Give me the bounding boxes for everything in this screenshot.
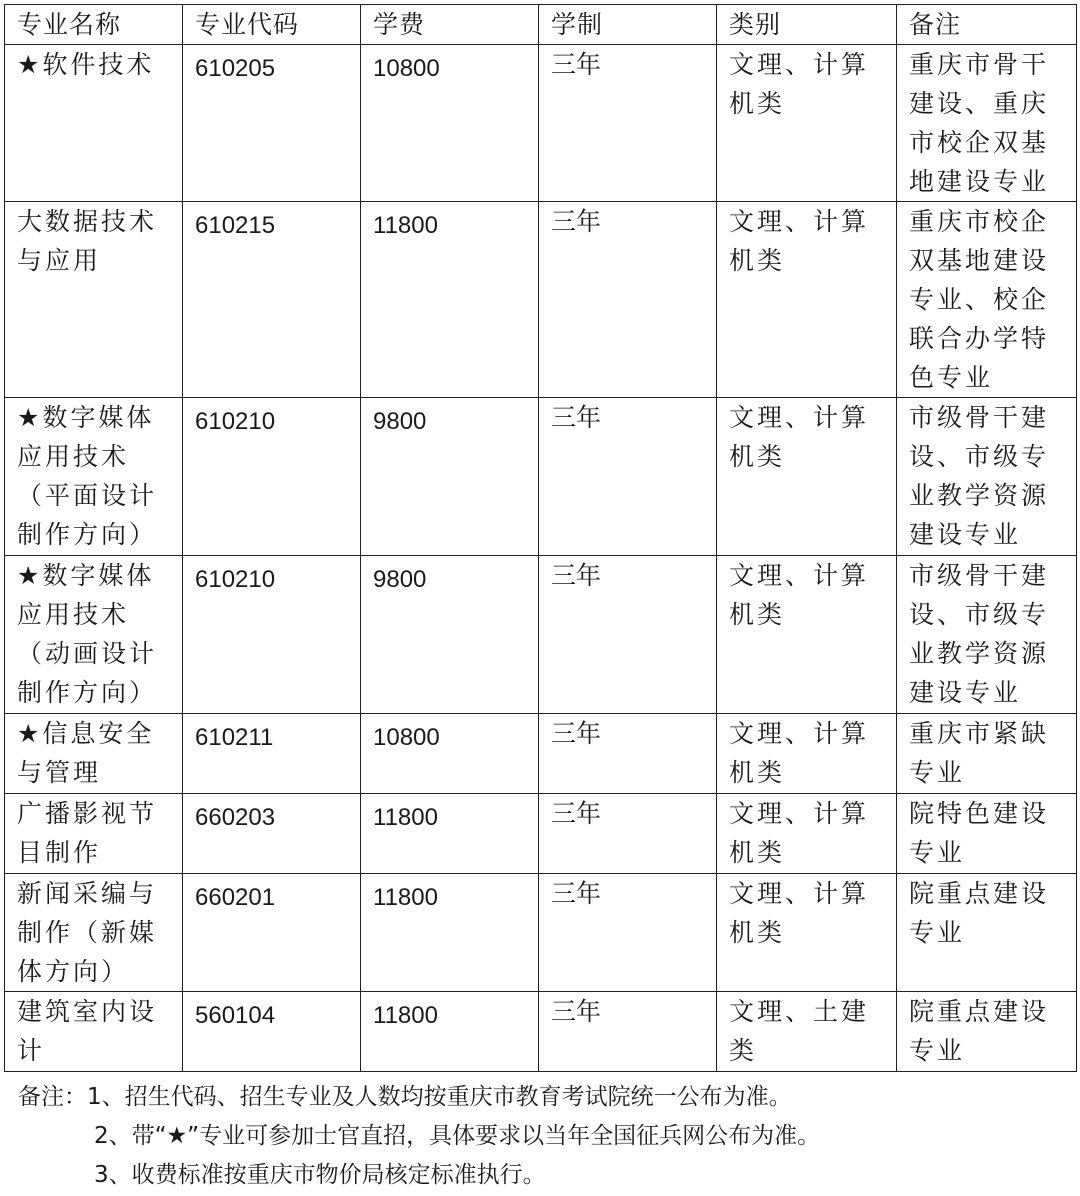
footnote-line-2: 2、带“★”专业可参加士官直招，具体要求以当年全国征兵网公布为准。 <box>94 1123 821 1149</box>
tuition-value: 10800 <box>373 724 440 751</box>
cell-tuition <box>361 992 539 1072</box>
table-row <box>5 556 1077 714</box>
tuition-value: 11800 <box>373 884 438 911</box>
cell-duration: 三年 <box>539 556 717 714</box>
cell-major-code <box>183 556 361 714</box>
cell-remark: 市级骨干建设、市级专业教学资源建设专业 <box>897 398 1077 556</box>
cell-category: 文理、计算机类 <box>717 45 897 202</box>
majors-table <box>4 4 1077 1072</box>
cell-major-code <box>183 45 361 202</box>
table-row <box>5 794 1077 874</box>
header-category: 类别 <box>717 5 897 45</box>
footnotes <box>18 1078 1068 1195</box>
cell-remark: 重庆市校企双基地建设专业、校企联合办学特色专业 <box>897 202 1077 398</box>
cell-tuition <box>361 202 539 398</box>
header-major-name: 专业名称 <box>5 5 183 45</box>
code-value: 610211 <box>195 724 274 751</box>
code-value: 610210 <box>195 566 276 593</box>
cell-duration: 三年 <box>539 45 717 202</box>
cell-remark: 重庆市骨干建设、重庆市校企双基地建设专业 <box>897 45 1077 202</box>
cell-tuition <box>361 794 539 874</box>
cell-tuition <box>361 556 539 714</box>
cell-major-code <box>183 714 361 794</box>
cell-remark: 院重点建设专业 <box>897 992 1077 1072</box>
header-tuition: 学费 <box>361 5 539 45</box>
cell-duration: 三年 <box>539 398 717 556</box>
footnote-line-3: 3、收费标准按重庆市物价局核定标准执行。 <box>94 1162 546 1188</box>
cell-major-name: ★数字媒体应用技术（动画设计制作方向） <box>5 556 183 714</box>
tuition-value: 11800 <box>373 1002 438 1029</box>
cell-category: 文理、计算机类 <box>717 874 897 992</box>
tuition-value: 10800 <box>373 55 440 82</box>
cell-major-name: 新闻采编与制作（新媒体方向） <box>5 874 183 992</box>
cell-major-code <box>183 992 361 1072</box>
cell-duration: 三年 <box>539 202 717 398</box>
cell-remark: 院重点建设专业 <box>897 874 1077 992</box>
footnote-line-1: 备注：1、招生代码、招生专业及人数均按重庆市教育考试院统一公布为准。 <box>18 1084 792 1110</box>
cell-major-name: 广播影视节目制作 <box>5 794 183 874</box>
cell-remark: 市级骨干建设、市级专业教学资源建设专业 <box>897 556 1077 714</box>
cell-major-name: ★软件技术 <box>5 45 183 202</box>
cell-major-name: ★数字媒体应用技术（平面设计制作方向） <box>5 398 183 556</box>
table-row <box>5 45 1077 202</box>
cell-category: 文理、计算机类 <box>717 794 897 874</box>
cell-category: 文理、计算机类 <box>717 398 897 556</box>
cell-tuition <box>361 398 539 556</box>
table-header-row <box>5 5 1077 45</box>
cell-duration: 三年 <box>539 992 717 1072</box>
table-row <box>5 202 1077 398</box>
cell-major-name: ★信息安全与管理 <box>5 714 183 794</box>
code-value: 660203 <box>195 804 276 831</box>
tuition-value: 9800 <box>373 408 427 435</box>
cell-remark: 重庆市紧缺专业 <box>897 714 1077 794</box>
header-major-code: 专业代码 <box>183 5 361 45</box>
cell-duration: 三年 <box>539 874 717 992</box>
cell-category: 文理、计算机类 <box>717 714 897 794</box>
cell-tuition <box>361 714 539 794</box>
table-row <box>5 874 1077 992</box>
cell-major-code <box>183 874 361 992</box>
cell-tuition <box>361 874 539 992</box>
cell-duration: 三年 <box>539 714 717 794</box>
cell-duration: 三年 <box>539 794 717 874</box>
table-row <box>5 992 1077 1072</box>
tuition-value: 11800 <box>373 212 438 239</box>
cell-remark: 院特色建设专业 <box>897 794 1077 874</box>
table-row <box>5 398 1077 556</box>
code-value: 560104 <box>195 1002 276 1029</box>
cell-category: 文理、土建类 <box>717 992 897 1072</box>
cell-category: 文理、计算机类 <box>717 202 897 398</box>
code-value: 610210 <box>195 408 276 435</box>
cell-major-name: 大数据技术与应用 <box>5 202 183 398</box>
cell-tuition <box>361 45 539 202</box>
header-remark: 备注 <box>897 5 1077 45</box>
table-row <box>5 714 1077 794</box>
tuition-value: 11800 <box>373 804 438 831</box>
code-value: 610215 <box>195 212 276 239</box>
cell-major-code <box>183 794 361 874</box>
header-duration: 学制 <box>539 5 717 45</box>
code-value: 660201 <box>195 884 276 911</box>
cell-category: 文理、计算机类 <box>717 556 897 714</box>
cell-major-name: 建筑室内设计 <box>5 992 183 1072</box>
cell-major-code <box>183 398 361 556</box>
cell-major-code <box>183 202 361 398</box>
tuition-value: 9800 <box>373 566 427 593</box>
code-value: 610205 <box>195 55 276 82</box>
